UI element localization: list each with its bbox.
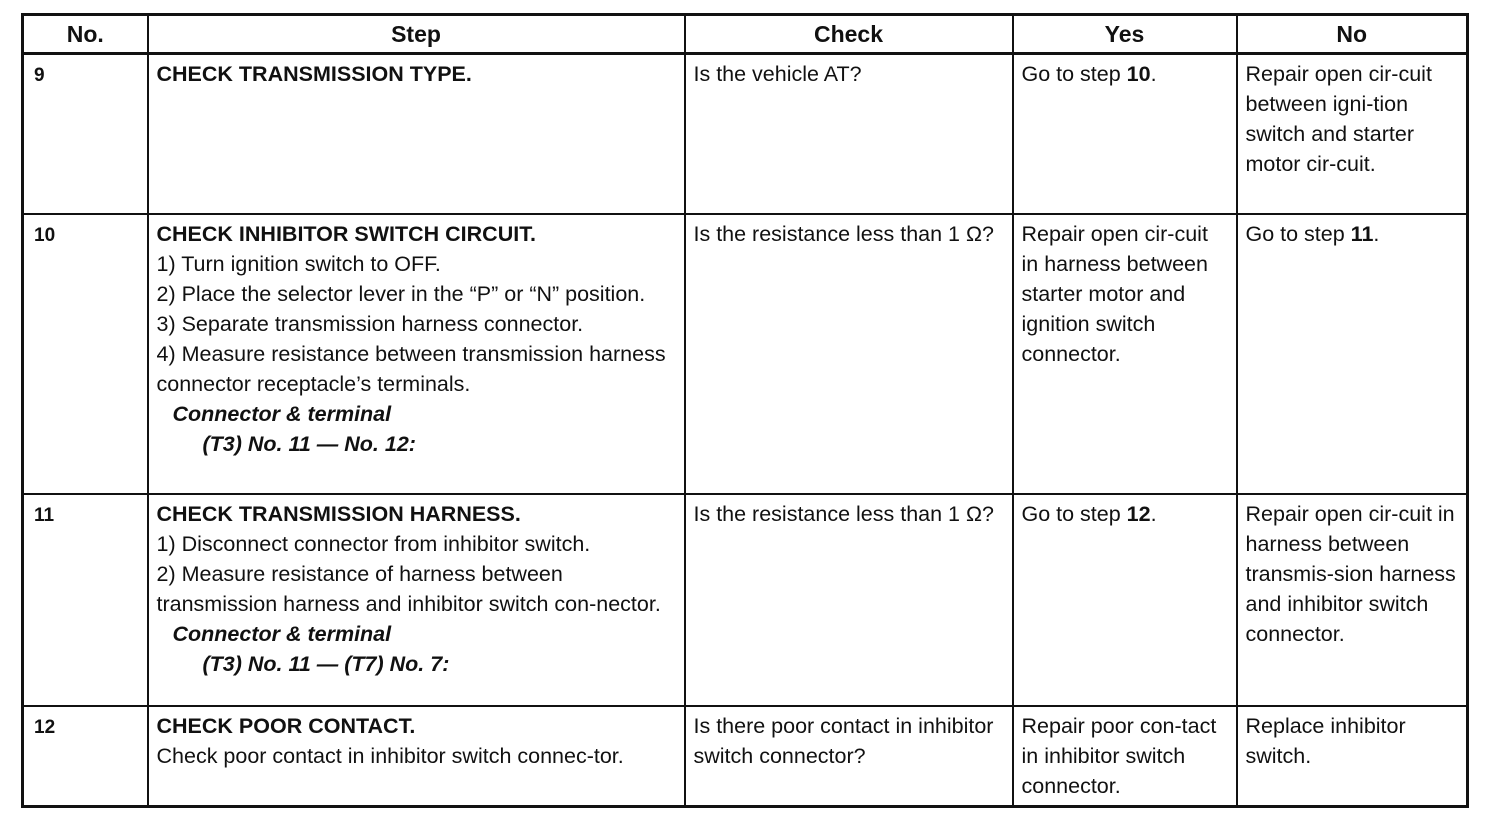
header-no: No. — [23, 15, 148, 54]
header-yes: Yes — [1013, 15, 1237, 54]
yes-suffix: . — [1150, 62, 1157, 86]
yes-cell: Repair poor con-tact in inhibitor switch connector. — [1013, 706, 1237, 807]
yes-cell: Repair open cir-cuit in harness between starter motor and ignition switch connector. — [1013, 214, 1237, 494]
no-cell — [1237, 214, 1468, 494]
no-prefix: Go to step — [1245, 222, 1351, 246]
yes-step-ref: 10 — [1126, 62, 1151, 86]
connector-value: (T3) No. 11 — (T7) No. 7: — [202, 652, 450, 676]
no-cell: Repair open cir-cuit between igni-tion switch and starter motor cir-cuit. — [1237, 54, 1468, 215]
yes-cell — [1013, 54, 1237, 215]
header-check: Check — [685, 15, 1013, 54]
yes-cell — [1013, 494, 1237, 706]
check-cell: Is the resistance less than 1 Ω? — [685, 214, 1013, 494]
yes-step-ref: 12 — [1126, 502, 1151, 526]
header-no-result: No — [1237, 15, 1468, 54]
connector-label: Connector & terminal — [172, 622, 392, 646]
step-instruction: 2) Place the selector lever in the “P” or “N” position. — [156, 282, 646, 306]
step-title: CHECK TRANSMISSION HARNESS. — [156, 502, 521, 526]
step-cell — [148, 214, 685, 494]
no-suffix: . — [1373, 222, 1380, 246]
yes-suffix: . — [1150, 502, 1157, 526]
step-instruction: 2) Measure resistance of harness between transmission harness and inhibitor switch con-nector. — [156, 562, 661, 616]
step-instruction: 1) Turn ignition switch to OFF. — [156, 252, 441, 276]
table-row — [23, 706, 1468, 807]
table-header-row — [23, 15, 1468, 54]
no-cell: Replace inhibitor switch. — [1237, 706, 1468, 807]
step-number: 9 — [23, 54, 148, 215]
table-row — [23, 494, 1468, 706]
no-cell: Repair open cir-cuit in harness between transmis-sion harness and inhibitor switch connector. — [1237, 494, 1468, 706]
step-instruction: 3) Separate transmission harness connector. — [156, 312, 584, 336]
check-cell: Is the resistance less than 1 Ω? — [685, 494, 1013, 706]
step-cell — [148, 706, 685, 807]
step-cell — [148, 54, 685, 215]
table-row — [23, 214, 1468, 494]
yes-prefix: Go to step — [1021, 502, 1127, 526]
step-title: CHECK INHIBITOR SWITCH CIRCUIT. — [156, 222, 536, 246]
check-cell: Is there poor contact in inhibitor switch connector? — [685, 706, 1013, 807]
step-cell — [148, 494, 685, 706]
header-step: Step — [148, 15, 685, 54]
step-instruction: 4) Measure resistance between transmission harness connector receptacle’s terminals. — [156, 342, 666, 396]
diagnostic-table — [21, 13, 1469, 808]
table-row — [23, 54, 1468, 215]
diagnostic-table-sheet — [21, 13, 1466, 808]
step-instruction: Check poor contact in inhibitor switch connec-tor. — [156, 744, 624, 768]
step-title: CHECK POOR CONTACT. — [156, 714, 416, 738]
step-number: 12 — [23, 706, 148, 807]
yes-prefix: Go to step — [1021, 62, 1127, 86]
connector-label: Connector & terminal — [172, 402, 392, 426]
no-step-ref: 11 — [1350, 222, 1374, 246]
step-instruction: 1) Disconnect connector from inhibitor switch. — [156, 532, 591, 556]
connector-value: (T3) No. 11 — No. 12: — [202, 432, 416, 456]
step-number: 10 — [23, 214, 148, 494]
step-title: CHECK TRANSMISSION TYPE. — [156, 62, 472, 86]
check-cell: Is the vehicle AT? — [685, 54, 1013, 215]
step-number: 11 — [23, 494, 148, 706]
